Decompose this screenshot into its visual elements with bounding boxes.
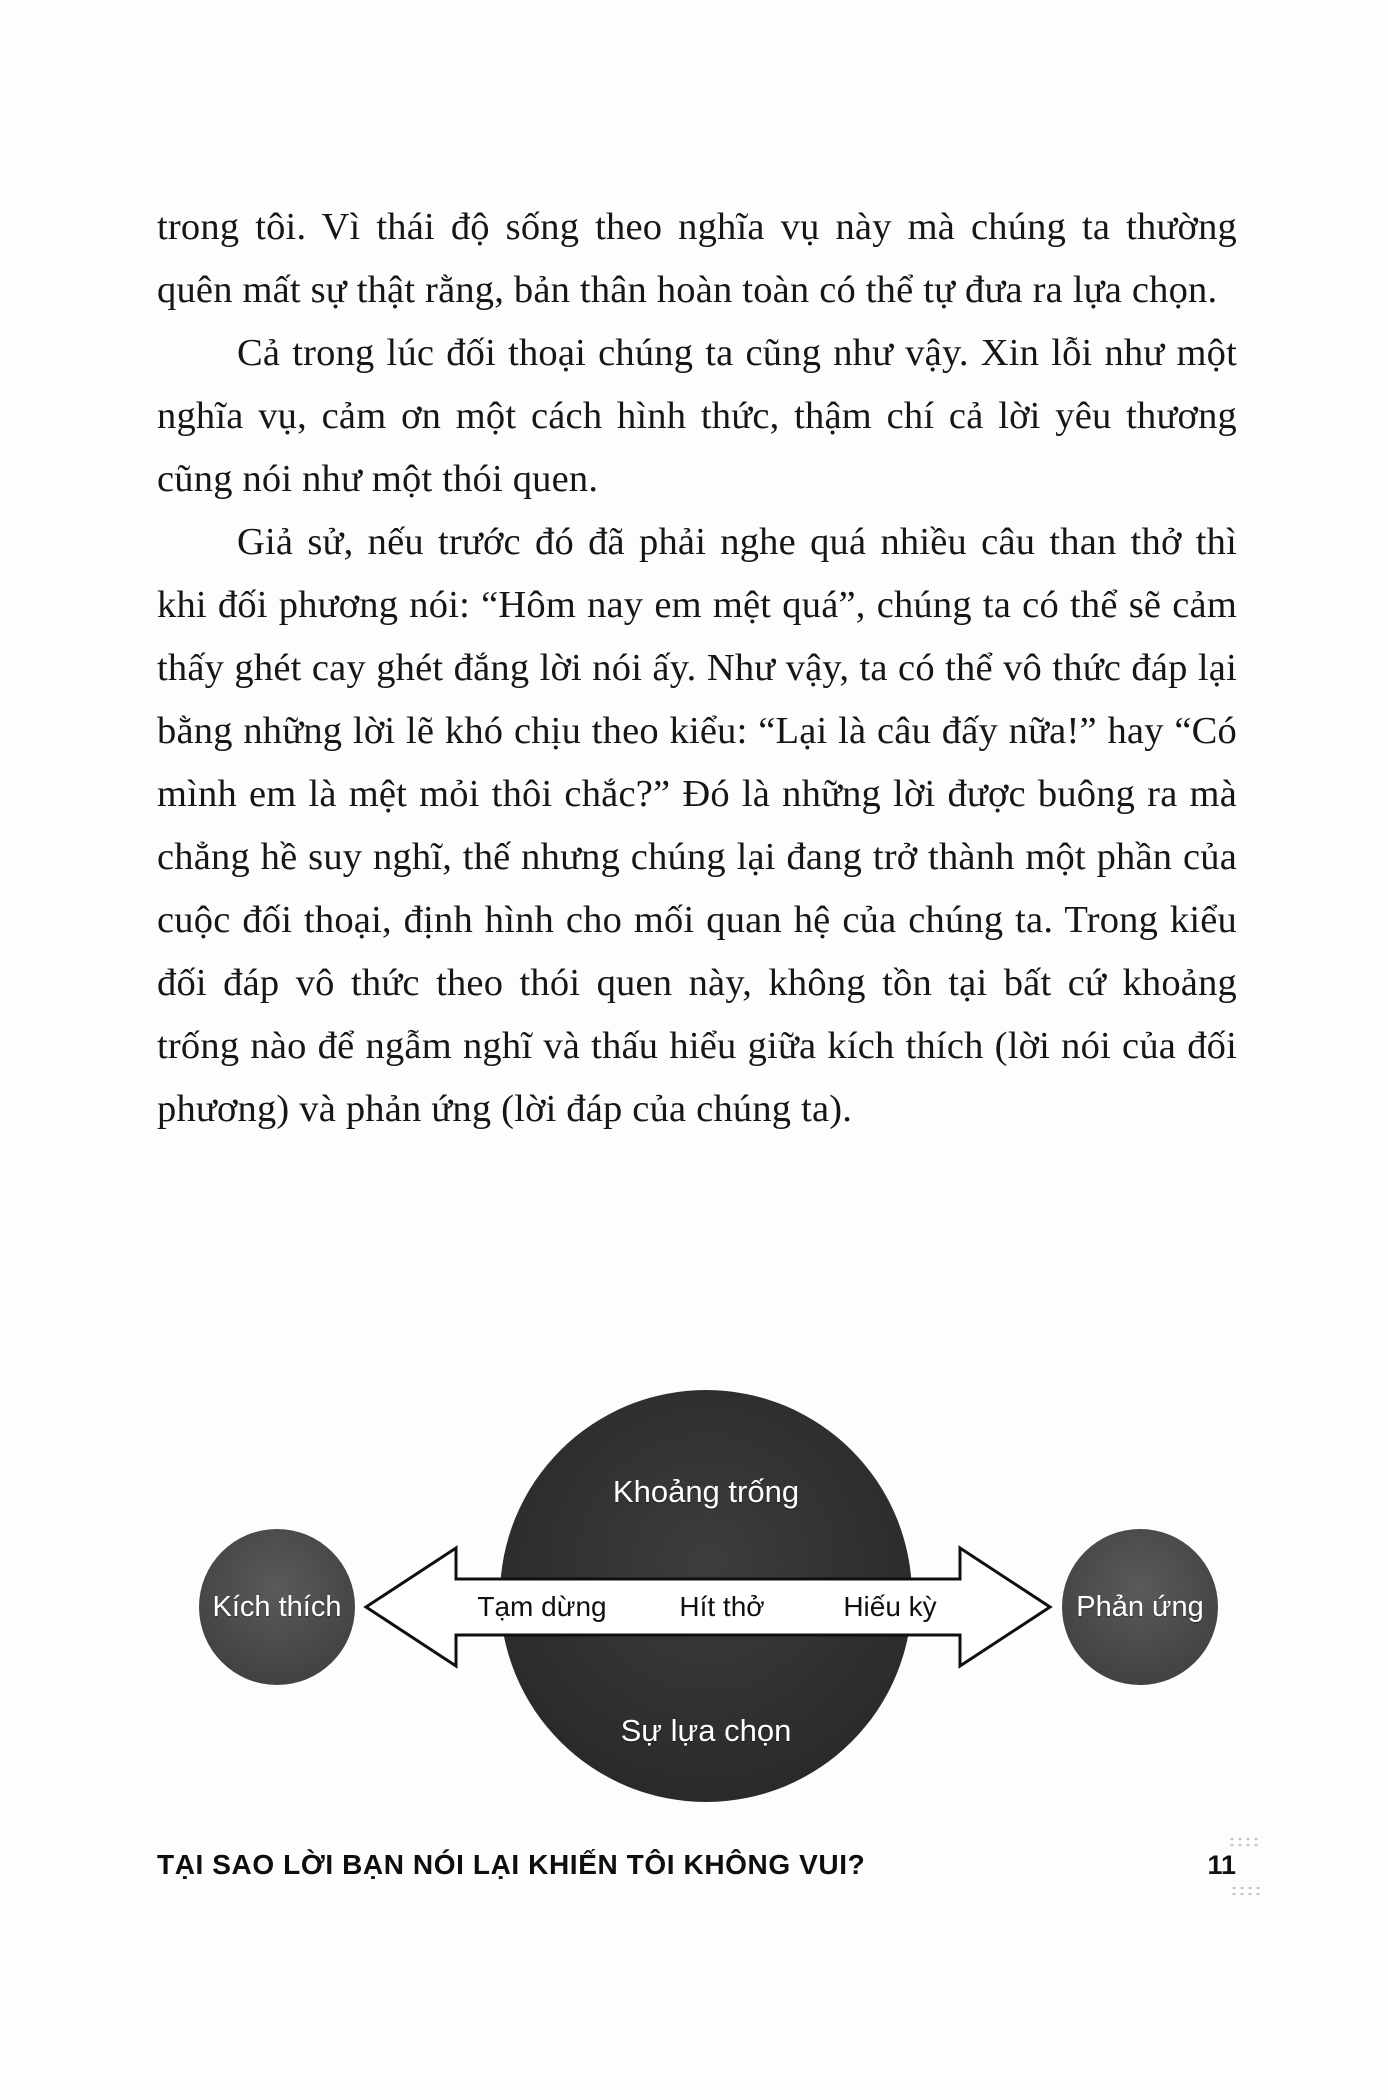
gap-label: Khoảng trống [612,1474,800,1509]
body-paragraph-3: Giả sử, nếu trước đó đã phải nghe quá nhiều câu than thở thì khi đối phương nói: “Hôm nay em mệt quá”, chúng ta có thể sẽ cảm thấy ghét cay ghét đắng lời nói ấy. Như vậy, ta có thể vô thức đáp lại bằng những lời lẽ khó chịu theo kiểu: “Lại là câu đấy nữa!” hay “Có mình em là mệt mỏi thôi chắc?” Đó là những lời được buông ra mà chẳng hề suy nghĩ, thế nhưng chúng lại đang trở thành một phần của cuộc đối thoại, định hình cho mối quan hệ của chúng ta. Trong kiểu đối đáp vô thức theo thói quen này, không tồn tại bất cứ khoảng trống nào để ngẫm nghĩ và thấu hiểu giữa kích thích (lời nói của đối phương) và phản ứng (lời đáp của chúng ta). [157,521,1237,1130]
page-footer [157,1842,1250,1888]
choice-label: Sự lựa chọn [620,1713,792,1748]
body-text-block [157,196,1237,1141]
dots-decoration [1230,1885,1264,1897]
stimulus-label: Kích thích [212,1590,342,1623]
response-label: Phản ứng [1076,1590,1204,1623]
body-paragraph-2: Cả trong lúc đối thoại chúng ta cũng như vậy. Xin lỗi như một nghĩa vụ, cảm ơn một cách hình thức, thậm chí cả lời yêu thương cũng nói như một thói quen. [157,332,1237,500]
arrow-step-curiosity: Hiếu kỳ [843,1591,937,1622]
page-number: 11 [1207,1849,1236,1880]
page-number-area [1193,1844,1250,1887]
running-book-title: TẠI SAO LỜI BẠN NÓI LẠI KHIẾN TÔI KHÔNG VUI? [157,1849,866,1880]
arrow-step-pause: Tạm dừng [477,1591,607,1622]
stimulus-response-diagram [0,1382,1388,1852]
arrow-step-breathe: Hít thở [679,1591,765,1622]
dots-decoration [1228,1836,1262,1848]
body-paragraph-1: trong tôi. Vì thái độ sống theo nghĩa vụ này mà chúng ta thường quên mất sự thật rằng, bản thân hoàn toàn có thể tự đưa ra lựa chọn. [157,206,1237,311]
